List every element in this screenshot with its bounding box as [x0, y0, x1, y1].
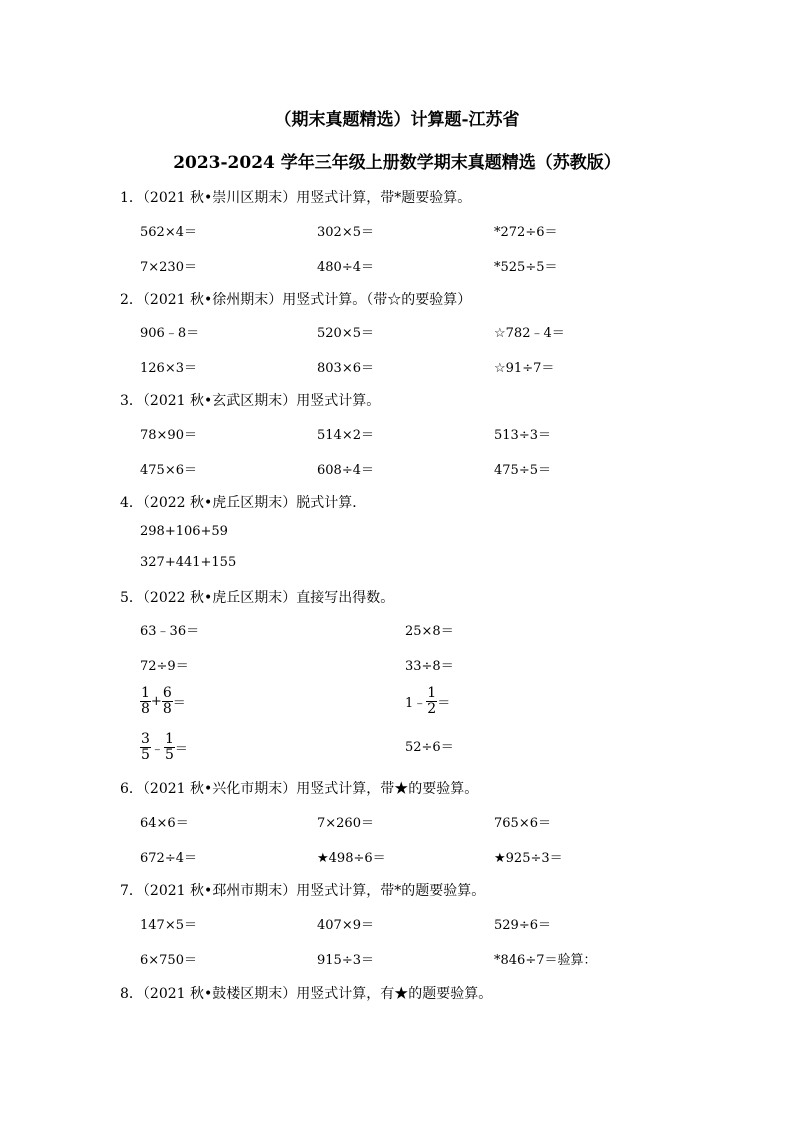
expression: 672÷4＝ — [140, 851, 197, 866]
expression: 529÷6＝ — [494, 918, 551, 933]
expression: 327+441+155 — [140, 555, 237, 570]
fraction-expression — [405, 686, 450, 717]
expression: 915÷3＝ — [317, 953, 374, 968]
equals-sign: ＝ — [172, 696, 186, 711]
operator: + — [150, 694, 162, 709]
denominator: 8 — [162, 701, 172, 717]
expression: 906﹣8＝ — [140, 326, 200, 341]
expression: 302×5＝ — [317, 225, 374, 240]
question-7-label: 7．（2021 秋•邳州市期末）用竖式计算，带*的题要验算。 — [120, 883, 486, 899]
expression: 64×6＝ — [140, 816, 189, 831]
expression: 63﹣36＝ — [140, 624, 200, 639]
expression: ★925÷3＝ — [494, 851, 563, 866]
numerator: 3 — [141, 731, 150, 747]
expression: 298+106+59 — [140, 524, 228, 539]
fraction-expression — [140, 686, 186, 717]
expression: *846÷7＝验算： — [494, 953, 597, 968]
question-4-label: 4．（2022 秋•虎丘区期末）脱式计算． — [120, 495, 367, 511]
fraction — [140, 686, 151, 717]
fraction-expression — [140, 732, 188, 763]
expression: 608÷4＝ — [317, 463, 374, 478]
expression: 520×5＝ — [317, 326, 374, 341]
expression: 803×6＝ — [317, 361, 374, 376]
expression: 765×6＝ — [494, 816, 551, 831]
document-title-line1: （期末真题精选）计算题-江苏省 — [274, 110, 520, 130]
expression: *272÷6＝ — [494, 225, 558, 240]
question-5-label: 5．（2022 秋•虎丘区期末）直接写出得数。 — [120, 590, 395, 606]
denominator: 8 — [141, 701, 150, 717]
expression: 72÷9＝ — [140, 659, 189, 674]
equals-sign: ＝ — [174, 742, 188, 757]
expression: 475×6＝ — [140, 463, 197, 478]
question-1-label: 1．（2021 秋•崇川区期末）用竖式计算，带*题要验算。 — [120, 190, 472, 206]
fraction — [426, 686, 437, 717]
fraction — [164, 732, 175, 763]
expression: 52÷6＝ — [405, 740, 454, 755]
expression: ☆91÷7＝ — [494, 361, 555, 376]
expression: 562×4＝ — [140, 225, 197, 240]
expression: 78×90＝ — [140, 428, 197, 443]
denominator: 5 — [141, 747, 150, 763]
expression: 475÷5＝ — [494, 463, 551, 478]
fraction — [140, 732, 151, 763]
prefix: 1﹣ — [405, 696, 427, 711]
question-8-label: 8．（2021 秋•鼓楼区期末）用竖式计算，有★的题要验算。 — [120, 986, 493, 1002]
expression: 513÷3＝ — [494, 428, 551, 443]
expression: 514×2＝ — [317, 428, 374, 443]
numerator: 6 — [162, 685, 172, 701]
fraction — [162, 686, 173, 717]
expression: 147×5＝ — [140, 918, 197, 933]
expression: 126×3＝ — [140, 361, 197, 376]
question-3-label: 3．（2021 秋•玄武区期末）用竖式计算。 — [120, 393, 381, 409]
equals-sign: ＝ — [437, 696, 451, 711]
document-title-line2: 2023-2024 学年三年级上册数学期末真题精选（苏教版） — [173, 153, 621, 173]
numerator: 1 — [427, 685, 437, 701]
expression: *525÷5＝ — [494, 260, 558, 275]
numerator: 1 — [141, 685, 150, 701]
expression: 7×230＝ — [140, 260, 197, 275]
expression: 25×8＝ — [405, 624, 454, 639]
expression: ☆782﹣4＝ — [494, 326, 565, 341]
expression: 33÷8＝ — [405, 659, 454, 674]
question-6-label: 6．（2021 秋•兴化市期末）用竖式计算，带★的要验算。 — [120, 781, 479, 797]
denominator: 2 — [427, 701, 437, 717]
question-2-label: 2．（2021 秋•徐州期末）用竖式计算。（带☆的要验算） — [120, 292, 472, 308]
numerator: 1 — [164, 731, 174, 747]
expression: 6×750＝ — [140, 953, 197, 968]
expression: ★498÷6＝ — [317, 851, 386, 866]
operator: ﹣ — [150, 742, 164, 757]
denominator: 5 — [164, 747, 174, 763]
expression: 480÷4＝ — [317, 260, 374, 275]
expression: 7×260＝ — [317, 816, 374, 831]
expression: 407×9＝ — [317, 918, 374, 933]
